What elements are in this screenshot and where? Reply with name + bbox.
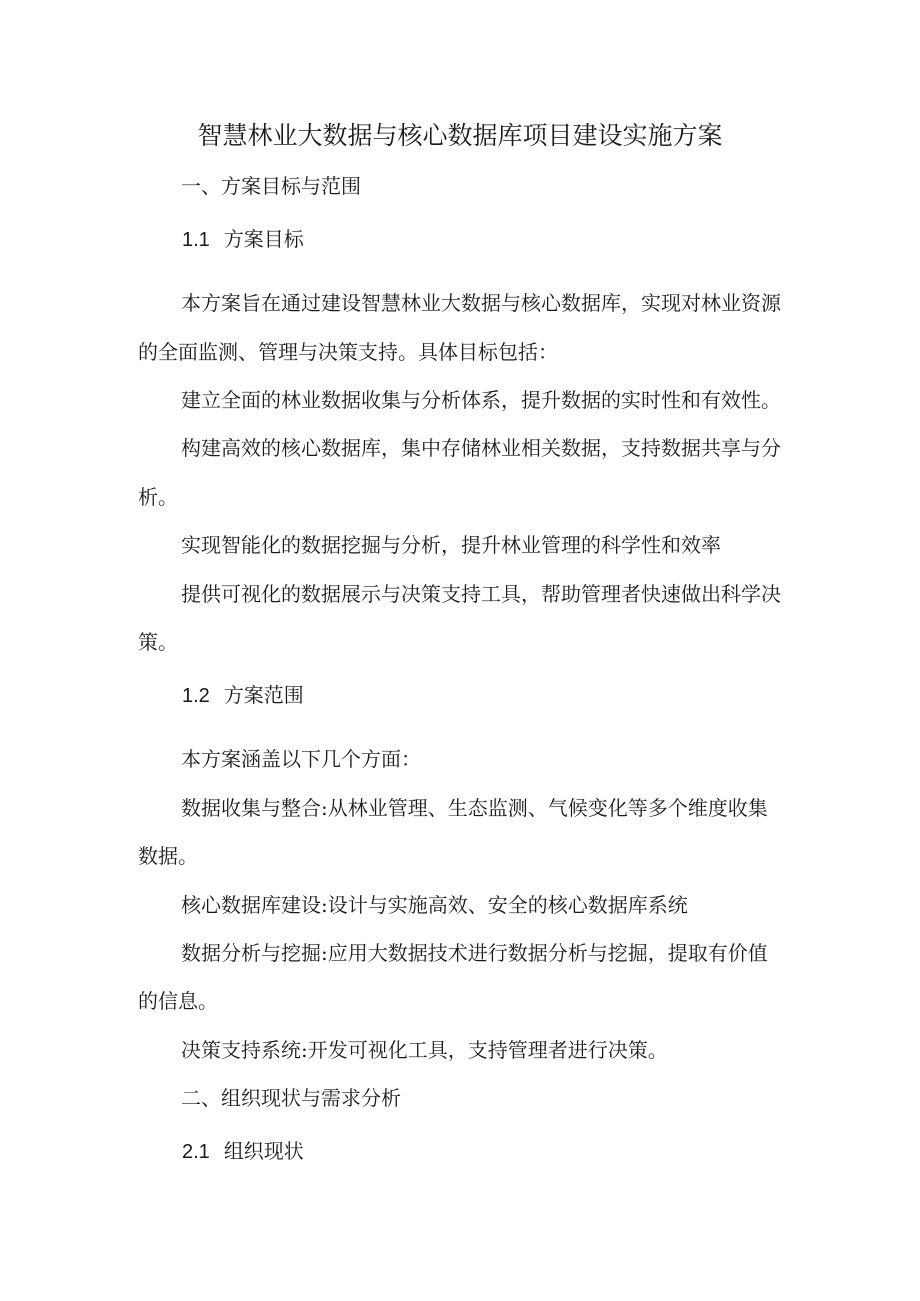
paragraph-intro-line-2: 的全面监测、管理与决策支持。具体目标包括： [138, 340, 558, 364]
scope-4-line-1: 决策支持系统:开发可视化工具，支持管理者进行决策。 [181, 1038, 668, 1062]
subsection-1-1-number: 1.1 [182, 229, 210, 251]
paragraph-intro-line-1: 本方案旨在通过建设智慧林业大数据与核心数据库，实现对林业资源 [181, 291, 781, 315]
subsection-2-1-text: 组织现状 [223, 1139, 304, 1163]
scope-2-line-1: 核心数据库建设:设计与实施高效、安全的核心数据库系统 [181, 893, 688, 917]
scope-1-line-1: 数据收集与整合:从林业管理、生态监测、气候变化等多个维度收集 [181, 796, 768, 820]
subsection-2-1-number: 2.1 [182, 1141, 210, 1163]
scope-3-line-2: 的信息。 [138, 989, 218, 1013]
goal-4-line-2: 策。 [138, 630, 178, 654]
subsection-1-2-number: 1.2 [182, 685, 210, 707]
section-2-heading: 二、组织现状与需求分析 [181, 1086, 401, 1110]
scope-3-line-1: 数据分析与挖掘:应用大数据技术进行数据分析与挖掘，提取有价值 [181, 941, 768, 965]
section-1-heading: 一、方案目标与范围 [181, 174, 361, 198]
goal-1-line-1: 建立全面的林业数据收集与分析体系，提升数据的实时性和有效性。 [181, 388, 781, 412]
scope-intro: 本方案涵盖以下几个方面： [181, 747, 421, 771]
subsection-2-1-heading [182, 1136, 304, 1166]
goal-2-line-1: 构建高效的核心数据库，集中存储林业相关数据，支持数据共享与分 [181, 436, 781, 460]
subsection-1-2-heading [182, 680, 304, 710]
goal-2-line-2: 析。 [138, 485, 178, 509]
document-title: 智慧林业大数据与核心数据库项目建设实施方案 [197, 121, 723, 150]
subsection-1-1-text: 方案目标 [223, 227, 304, 251]
goal-4-line-1: 提供可视化的数据展示与决策支持工具，帮助管理者快速做出科学决 [181, 582, 781, 606]
scope-1-line-2: 数据。 [138, 844, 198, 868]
goal-3-line-1: 实现智能化的数据挖掘与分析，提升林业管理的科学性和效率 [181, 533, 721, 557]
subsection-1-1-heading [182, 224, 304, 254]
subsection-1-2-text: 方案范围 [223, 683, 304, 707]
